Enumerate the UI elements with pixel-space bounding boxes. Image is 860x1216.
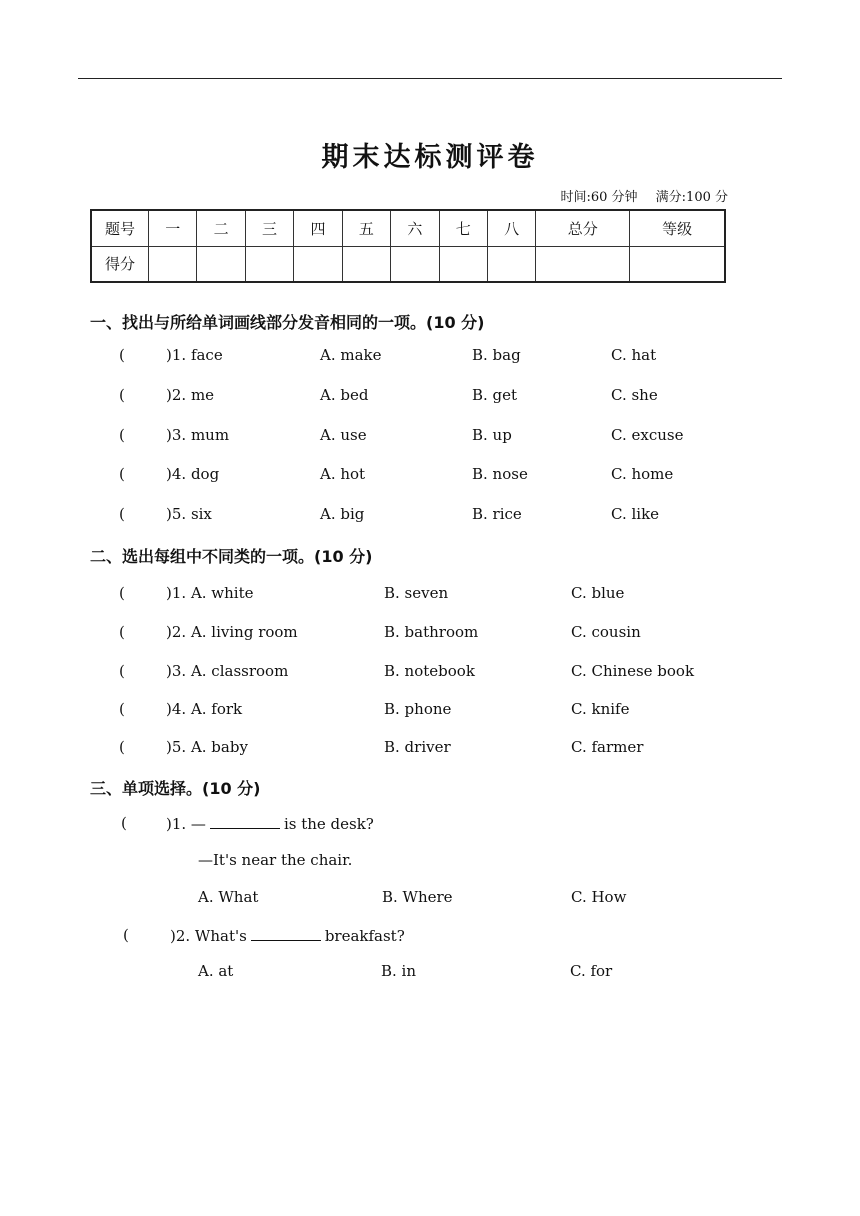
question-number: )2. What's xyxy=(170,927,247,945)
question-stem xyxy=(166,662,288,680)
option-a: A. hot xyxy=(320,465,366,483)
option-a: A. make xyxy=(320,346,382,364)
question-number: )5. xyxy=(166,738,191,756)
section3-title: 三、单项选择。(10 分) xyxy=(90,779,261,798)
question-stem xyxy=(170,926,405,945)
option-b: B. nose xyxy=(472,465,528,483)
option-a: A. bed xyxy=(320,386,369,404)
option-b: B. get xyxy=(472,386,518,404)
option-a: A. use xyxy=(320,426,367,444)
question-number: )2. xyxy=(166,623,191,641)
option-a: A. living room xyxy=(190,623,298,641)
question-stem xyxy=(166,738,248,756)
question-number: )5. xyxy=(166,505,191,523)
section2-title: 二、选出每组中不同类的一项。(10 分) xyxy=(90,547,373,566)
option-c: C. home xyxy=(611,465,674,483)
answer-bracket[interactable]: ( xyxy=(121,814,127,832)
score-cell: 总分 xyxy=(536,210,630,246)
question-row xyxy=(0,346,860,370)
question-stem xyxy=(166,814,374,833)
score-table-score-row xyxy=(91,246,725,282)
option-a: A. at xyxy=(198,962,234,980)
given-word: six xyxy=(190,505,212,523)
option-c: C. How xyxy=(571,888,627,906)
question-number: )1. — xyxy=(166,815,206,833)
fill-blank[interactable] xyxy=(210,814,280,829)
option-b: B. rice xyxy=(472,505,522,523)
answer-bracket[interactable]: ( xyxy=(119,465,125,483)
question-stem xyxy=(166,505,212,523)
question-row xyxy=(0,465,860,489)
answer-bracket[interactable]: ( xyxy=(119,584,125,602)
page-title: 期末达标测评卷 xyxy=(321,142,539,173)
score-cell: 二 xyxy=(197,210,245,246)
question-number: )1. xyxy=(166,584,191,602)
full-score: 满分:100 分 xyxy=(655,190,728,205)
question-text: breakfast? xyxy=(324,927,405,945)
option-a: A. classroom xyxy=(190,662,289,680)
score-input-cell[interactable] xyxy=(487,246,535,282)
answer-bracket[interactable]: ( xyxy=(119,738,125,756)
given-word: face xyxy=(190,346,223,364)
question-number: )4. xyxy=(166,465,191,483)
question-stem xyxy=(166,426,229,444)
question-number: )3. xyxy=(166,426,191,444)
question-row xyxy=(0,426,860,450)
score-input-cell[interactable] xyxy=(536,246,630,282)
option-a: A. white xyxy=(190,584,254,602)
option-c: C. she xyxy=(611,386,658,404)
score-input-cell[interactable] xyxy=(245,246,293,282)
question-number: )3. xyxy=(166,662,191,680)
option-a: A. fork xyxy=(190,700,243,718)
question-number: )4. xyxy=(166,700,191,718)
answer-bracket[interactable]: ( xyxy=(119,386,125,404)
option-c: C. farmer xyxy=(571,738,644,756)
option-c: C. for xyxy=(570,962,613,980)
score-cell: 七 xyxy=(439,210,487,246)
score-cell: 题号 xyxy=(91,210,149,246)
question-stem xyxy=(166,386,214,404)
question-number: )2. xyxy=(166,386,191,404)
question-stem xyxy=(166,700,242,718)
option-b: B. in xyxy=(381,962,417,980)
score-input-cell[interactable] xyxy=(342,246,390,282)
option-a: A. baby xyxy=(190,738,248,756)
score-cell: 等级 xyxy=(630,210,725,246)
score-input-cell[interactable] xyxy=(630,246,725,282)
score-cell: 一 xyxy=(149,210,197,246)
score-cell: 三 xyxy=(245,210,293,246)
option-a: A. big xyxy=(320,505,365,523)
option-b: B. bathroom xyxy=(384,623,479,641)
score-cell: 四 xyxy=(294,210,342,246)
score-input-cell[interactable] xyxy=(439,246,487,282)
score-table-header-row xyxy=(91,210,725,246)
options-row xyxy=(0,888,860,912)
question-row xyxy=(0,623,860,647)
given-word: mum xyxy=(190,426,230,444)
question-stem xyxy=(166,584,254,602)
question-stem xyxy=(166,346,223,364)
question-row xyxy=(0,738,860,762)
option-b: B. phone xyxy=(384,700,452,718)
option-b: B. notebook xyxy=(384,662,475,680)
option-a: A. What xyxy=(198,888,259,906)
score-input-cell[interactable] xyxy=(294,246,342,282)
score-cell: 八 xyxy=(487,210,535,246)
question-row xyxy=(0,505,860,529)
option-b: B. driver xyxy=(384,738,451,756)
dialogue-answer: —It's near the chair. xyxy=(198,851,353,869)
answer-bracket[interactable]: ( xyxy=(119,623,125,641)
option-b: B. Where xyxy=(382,888,453,906)
section1-title: 一、找出与所给单词画线部分发音相同的一项。(10 分) xyxy=(90,313,485,332)
option-c: C. knife xyxy=(571,700,630,718)
option-c: C. like xyxy=(611,505,660,523)
score-input-cell[interactable] xyxy=(149,246,197,282)
option-b: B. bag xyxy=(472,346,521,364)
answer-bracket[interactable]: ( xyxy=(119,662,125,680)
answer-bracket[interactable]: ( xyxy=(123,926,129,944)
question-row xyxy=(0,662,860,686)
score-table xyxy=(90,209,726,283)
question-stem xyxy=(166,465,219,483)
question-text: is the desk? xyxy=(283,815,374,833)
question-row xyxy=(0,584,860,608)
answer-bracket[interactable]: ( xyxy=(119,700,125,718)
question-row xyxy=(0,700,860,724)
fill-blank[interactable] xyxy=(251,926,321,941)
question-row xyxy=(0,386,860,410)
answer-line-row xyxy=(0,851,860,875)
score-cell: 五 xyxy=(342,210,390,246)
option-b: B. seven xyxy=(384,584,449,602)
score-input-cell[interactable] xyxy=(391,246,439,282)
exam-meta xyxy=(560,186,728,205)
answer-bracket[interactable]: ( xyxy=(119,346,125,364)
given-word: me xyxy=(190,386,215,404)
answer-bracket[interactable]: ( xyxy=(119,505,125,523)
option-c: C. hat xyxy=(611,346,657,364)
question-row xyxy=(0,926,860,950)
option-c: C. Chinese book xyxy=(571,662,695,680)
question-stem xyxy=(166,623,298,641)
question-number: )1. xyxy=(166,346,191,364)
question-row xyxy=(0,814,860,838)
option-c: C. excuse xyxy=(611,426,684,444)
score-cell: 六 xyxy=(391,210,439,246)
top-rule xyxy=(78,78,782,79)
option-c: C. blue xyxy=(571,584,625,602)
answer-bracket[interactable]: ( xyxy=(119,426,125,444)
score-cell: 得分 xyxy=(91,246,149,282)
option-b: B. up xyxy=(472,426,512,444)
time-limit: 时间:60 分钟 xyxy=(560,190,638,205)
given-word: dog xyxy=(190,465,220,483)
options-row xyxy=(0,962,860,986)
score-input-cell[interactable] xyxy=(197,246,245,282)
option-c: C. cousin xyxy=(571,623,641,641)
